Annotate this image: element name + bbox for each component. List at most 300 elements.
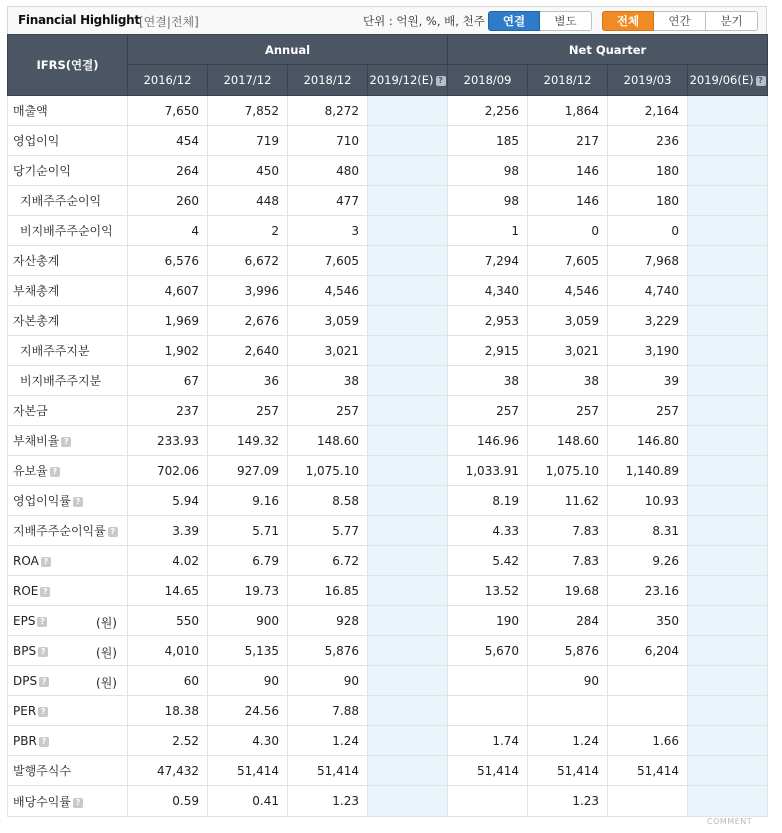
table-row	[8, 576, 768, 606]
value-cell: 1,902	[128, 336, 208, 366]
value-cell: 237	[128, 396, 208, 426]
help-icon[interactable]: ?	[38, 707, 48, 717]
value-cell: 10.93	[608, 486, 688, 516]
value-cell	[688, 156, 768, 186]
value-cell	[608, 786, 688, 817]
value-cell	[688, 216, 768, 246]
value-cell: 4,607	[128, 276, 208, 306]
value-cell: 190	[448, 606, 528, 636]
table-row	[8, 366, 768, 396]
value-cell: 5,670	[448, 636, 528, 666]
value-cell	[688, 486, 768, 516]
help-icon[interactable]: ?	[39, 677, 49, 687]
value-cell: 51,414	[208, 756, 288, 786]
value-cell: 2,953	[448, 306, 528, 336]
row-label: 자본금	[13, 404, 48, 418]
row-label: PER	[13, 703, 37, 718]
value-cell: 233.93	[128, 426, 208, 456]
value-cell	[688, 516, 768, 546]
value-cell: 5.94	[128, 486, 208, 516]
row-label: 매출액	[13, 104, 48, 118]
value-cell: 4.33	[448, 516, 528, 546]
value-cell	[368, 246, 448, 276]
value-cell: 0.59	[128, 786, 208, 817]
value-cell: 6,576	[128, 246, 208, 276]
table-row	[8, 306, 768, 336]
panel-title: Financial Highlight	[18, 13, 140, 27]
value-cell: 4,740	[608, 276, 688, 306]
value-cell	[368, 186, 448, 216]
value-cell: 1,075.10	[288, 456, 368, 486]
value-cell	[688, 576, 768, 606]
table-row	[8, 426, 768, 456]
value-cell	[688, 126, 768, 156]
row-label: PBR	[13, 733, 37, 748]
row-label: 지배주주순이익	[20, 194, 102, 208]
row-label-cell	[8, 336, 128, 366]
value-cell: 5.77	[288, 516, 368, 546]
value-cell: 2	[208, 216, 288, 246]
row-label-cell	[8, 756, 128, 786]
value-cell	[368, 756, 448, 786]
value-cell: 257	[608, 396, 688, 426]
table-row	[8, 696, 768, 726]
table-row	[8, 786, 768, 817]
value-cell: 38	[528, 366, 608, 396]
value-cell	[368, 726, 448, 756]
period-quarter-button[interactable]: 분기	[706, 11, 758, 31]
row-unit-label: (원)	[96, 676, 117, 690]
value-cell: 90	[208, 666, 288, 696]
help-icon[interactable]: ?	[37, 617, 47, 627]
value-cell: 3,021	[528, 336, 608, 366]
value-cell	[688, 336, 768, 366]
table-row	[8, 156, 768, 186]
value-cell	[368, 516, 448, 546]
value-cell: 7,650	[128, 96, 208, 126]
row-label-cell	[8, 666, 128, 696]
row-label: ROA	[13, 553, 39, 568]
value-cell: 3.39	[128, 516, 208, 546]
value-cell	[368, 576, 448, 606]
value-cell: 5,876	[288, 636, 368, 666]
value-cell: 19.73	[208, 576, 288, 606]
value-cell: 148.60	[528, 426, 608, 456]
period-label: 2019/03	[623, 73, 672, 87]
table-row	[8, 276, 768, 306]
row-label-cell	[8, 396, 128, 426]
value-cell: 8.31	[608, 516, 688, 546]
value-cell	[688, 756, 768, 786]
help-icon[interactable]: ?	[50, 467, 60, 477]
value-cell: 350	[608, 606, 688, 636]
value-cell: 23.16	[608, 576, 688, 606]
value-cell	[448, 786, 528, 817]
separate-button[interactable]: 별도	[540, 11, 592, 31]
row-label: 부채총계	[13, 284, 60, 298]
value-cell: 24.56	[208, 696, 288, 726]
value-cell: 217	[528, 126, 608, 156]
row-label: DPS	[13, 673, 38, 688]
value-cell: 98	[448, 156, 528, 186]
value-cell	[528, 696, 608, 726]
period-header	[448, 65, 528, 96]
value-cell	[368, 336, 448, 366]
unit-label: 단위 : 억원, %, 배, 천주	[363, 14, 485, 28]
value-cell: 146.80	[608, 426, 688, 456]
table-row	[8, 546, 768, 576]
value-cell: 7,968	[608, 246, 688, 276]
row-label-cell	[8, 636, 128, 666]
value-cell: 5.71	[208, 516, 288, 546]
row-label-cell	[8, 366, 128, 396]
table-row	[8, 516, 768, 546]
annual-group-header: Annual	[128, 35, 448, 65]
value-cell: 47,432	[128, 756, 208, 786]
value-cell: 51,414	[448, 756, 528, 786]
table-row	[8, 726, 768, 756]
value-cell: 149.32	[208, 426, 288, 456]
value-cell: 8.19	[448, 486, 528, 516]
period-all-button[interactable]: 전체	[602, 11, 654, 31]
value-cell: 4,340	[448, 276, 528, 306]
table-row	[8, 756, 768, 786]
row-label: 당기순이익	[13, 164, 71, 178]
corner-header: IFRS(연결)	[8, 35, 128, 96]
row-label-cell	[8, 306, 128, 336]
value-cell	[368, 456, 448, 486]
value-cell: 51,414	[608, 756, 688, 786]
period-label: 2018/12	[543, 73, 592, 87]
value-cell: 450	[208, 156, 288, 186]
value-cell	[688, 246, 768, 276]
value-cell: 3,229	[608, 306, 688, 336]
value-cell: 4,546	[288, 276, 368, 306]
value-cell	[368, 636, 448, 666]
period-label: 2018/09	[463, 73, 512, 87]
row-label-cell	[8, 426, 128, 456]
help-icon[interactable]: ?	[436, 76, 446, 86]
value-cell: 4.02	[128, 546, 208, 576]
consolidation-toggle	[488, 11, 592, 31]
value-cell: 2,640	[208, 336, 288, 366]
row-label-cell	[8, 576, 128, 606]
value-cell	[368, 666, 448, 696]
value-cell	[688, 546, 768, 576]
row-unit-label: (원)	[96, 616, 117, 630]
row-label-cell	[8, 726, 128, 756]
value-cell	[448, 666, 528, 696]
title-bar	[7, 6, 767, 34]
value-cell: 7.88	[288, 696, 368, 726]
panel-subtitle: [연결|전체]	[139, 15, 199, 29]
value-cell: 454	[128, 126, 208, 156]
value-cell	[368, 276, 448, 306]
value-cell: 7,605	[528, 246, 608, 276]
value-cell: 719	[208, 126, 288, 156]
help-icon[interactable]: ?	[40, 587, 50, 597]
row-label: 지배주주순이익률	[13, 524, 106, 538]
value-cell: 8,272	[288, 96, 368, 126]
quarter-group-header: Net Quarter	[448, 35, 768, 65]
row-label: EPS	[13, 613, 36, 628]
value-cell	[688, 366, 768, 396]
value-cell: 51,414	[288, 756, 368, 786]
value-cell: 3,059	[528, 306, 608, 336]
value-cell: 180	[608, 186, 688, 216]
value-cell: 257	[528, 396, 608, 426]
value-cell: 4,010	[128, 636, 208, 666]
help-icon[interactable]: ?	[73, 497, 83, 507]
table-row	[8, 336, 768, 366]
value-cell: 0.41	[208, 786, 288, 817]
value-cell	[688, 426, 768, 456]
value-cell: 19.68	[528, 576, 608, 606]
table-row	[8, 396, 768, 426]
table-row	[8, 96, 768, 126]
period-header	[688, 65, 768, 96]
value-cell: 38	[448, 366, 528, 396]
value-cell: 550	[128, 606, 208, 636]
table-row	[8, 126, 768, 156]
value-cell: 1.24	[288, 726, 368, 756]
value-cell: 1.66	[608, 726, 688, 756]
value-cell: 1.23	[528, 786, 608, 817]
value-cell: 4.30	[208, 726, 288, 756]
value-cell	[368, 126, 448, 156]
value-cell: 0	[608, 216, 688, 246]
value-cell: 477	[288, 186, 368, 216]
row-label-cell	[8, 186, 128, 216]
value-cell: 67	[128, 366, 208, 396]
help-icon[interactable]: ?	[73, 798, 83, 808]
row-label: 자본총계	[13, 314, 60, 328]
value-cell: 3,021	[288, 336, 368, 366]
value-cell: 2.52	[128, 726, 208, 756]
financial-table	[7, 34, 768, 817]
value-cell	[688, 456, 768, 486]
comment-footer: COMMENT	[707, 817, 753, 826]
help-icon[interactable]: ?	[38, 647, 48, 657]
row-label: 지배주주지분	[20, 344, 90, 358]
value-cell	[608, 696, 688, 726]
value-cell: 98	[448, 186, 528, 216]
row-label-cell	[8, 516, 128, 546]
value-cell	[368, 156, 448, 186]
value-cell: 180	[608, 156, 688, 186]
value-cell	[688, 396, 768, 426]
value-cell: 284	[528, 606, 608, 636]
value-cell: 3,190	[608, 336, 688, 366]
value-cell: 185	[448, 126, 528, 156]
value-cell	[368, 696, 448, 726]
value-cell: 1	[448, 216, 528, 246]
value-cell: 702.06	[128, 456, 208, 486]
value-cell: 1.23	[288, 786, 368, 817]
row-label-cell	[8, 276, 128, 306]
value-cell: 51,414	[528, 756, 608, 786]
row-label: 영업이익률	[13, 494, 71, 508]
value-cell: 90	[288, 666, 368, 696]
value-cell: 928	[288, 606, 368, 636]
value-cell: 146.96	[448, 426, 528, 456]
value-cell: 1.74	[448, 726, 528, 756]
value-cell: 146	[528, 186, 608, 216]
value-cell	[688, 276, 768, 306]
value-cell: 16.85	[288, 576, 368, 606]
value-cell: 6,672	[208, 246, 288, 276]
row-label-cell	[8, 96, 128, 126]
value-cell: 480	[288, 156, 368, 186]
value-cell	[368, 426, 448, 456]
row-label: ROE	[13, 583, 39, 598]
value-cell: 257	[208, 396, 288, 426]
value-cell	[368, 486, 448, 516]
row-label: 발행주식수	[13, 764, 71, 778]
row-label: 비지배주주지분	[20, 374, 102, 388]
value-cell: 5,135	[208, 636, 288, 666]
value-cell	[368, 366, 448, 396]
row-label-cell	[8, 126, 128, 156]
value-cell	[368, 546, 448, 576]
value-cell	[368, 606, 448, 636]
value-cell: 60	[128, 666, 208, 696]
value-cell	[688, 636, 768, 666]
period-annual-button[interactable]: 연간	[654, 11, 706, 31]
value-cell: 4,546	[528, 276, 608, 306]
table-row	[8, 486, 768, 516]
help-icon[interactable]: ?	[61, 437, 71, 447]
table-row	[8, 216, 768, 246]
value-cell	[368, 786, 448, 817]
value-cell: 257	[288, 396, 368, 426]
financial-highlight-panel	[7, 6, 767, 817]
value-cell: 7.83	[528, 546, 608, 576]
value-cell: 1.24	[528, 726, 608, 756]
value-cell: 6,204	[608, 636, 688, 666]
value-cell: 146	[528, 156, 608, 186]
value-cell: 2,676	[208, 306, 288, 336]
value-cell: 7,852	[208, 96, 288, 126]
row-label: 배당수익률	[13, 794, 71, 809]
value-cell: 3,059	[288, 306, 368, 336]
value-cell: 1,969	[128, 306, 208, 336]
value-cell	[688, 786, 768, 817]
row-label-cell	[8, 786, 128, 817]
value-cell: 148.60	[288, 426, 368, 456]
help-icon[interactable]: ?	[108, 527, 118, 537]
period-label: 2019/06(E)	[689, 73, 754, 87]
value-cell: 257	[448, 396, 528, 426]
value-cell: 7,294	[448, 246, 528, 276]
period-label: 2016/12	[143, 73, 192, 87]
value-cell: 1,864	[528, 96, 608, 126]
value-cell: 7.83	[528, 516, 608, 546]
value-cell: 6.79	[208, 546, 288, 576]
value-cell	[688, 96, 768, 126]
value-cell: 5,876	[528, 636, 608, 666]
table-row	[8, 186, 768, 216]
value-cell: 8.58	[288, 486, 368, 516]
value-cell: 9.26	[608, 546, 688, 576]
period-label: 2019/12(E)	[369, 73, 434, 87]
value-cell: 7,605	[288, 246, 368, 276]
row-label-cell	[8, 696, 128, 726]
value-cell	[688, 186, 768, 216]
value-cell: 927.09	[208, 456, 288, 486]
value-cell: 2,915	[448, 336, 528, 366]
value-cell	[688, 306, 768, 336]
value-cell: 36	[208, 366, 288, 396]
value-cell	[688, 666, 768, 696]
value-cell: 90	[528, 666, 608, 696]
value-cell: 18.38	[128, 696, 208, 726]
value-cell	[688, 696, 768, 726]
row-label-cell	[8, 456, 128, 486]
row-label-cell	[8, 546, 128, 576]
row-unit-label: (원)	[96, 646, 117, 660]
value-cell: 38	[288, 366, 368, 396]
period-header	[528, 65, 608, 96]
value-cell	[608, 666, 688, 696]
value-cell: 900	[208, 606, 288, 636]
row-label-cell	[8, 156, 128, 186]
period-header	[368, 65, 448, 96]
table-row	[8, 636, 768, 666]
help-icon[interactable]: ?	[39, 737, 49, 747]
row-label: 자산총계	[13, 254, 60, 268]
value-cell	[368, 216, 448, 246]
row-label-cell	[8, 606, 128, 636]
row-label: 부채비율	[13, 434, 60, 448]
period-toggle	[602, 11, 758, 31]
period-header	[288, 65, 368, 96]
value-cell	[688, 726, 768, 756]
row-label-cell	[8, 486, 128, 516]
value-cell: 264	[128, 156, 208, 186]
help-icon[interactable]: ?	[41, 557, 51, 567]
value-cell: 260	[128, 186, 208, 216]
row-label: BPS	[13, 643, 37, 658]
row-label: 영업이익	[13, 134, 60, 148]
value-cell: 5.42	[448, 546, 528, 576]
value-cell: 3	[288, 216, 368, 246]
row-label-cell	[8, 246, 128, 276]
period-header	[608, 65, 688, 96]
consolidated-button[interactable]: 연결	[488, 11, 540, 31]
value-cell: 13.52	[448, 576, 528, 606]
value-cell: 0	[528, 216, 608, 246]
table-row	[8, 666, 768, 696]
period-label: 2017/12	[223, 73, 272, 87]
value-cell: 11.62	[528, 486, 608, 516]
row-label: 비지배주주순이익	[20, 224, 113, 238]
value-cell: 4	[128, 216, 208, 246]
value-cell	[688, 606, 768, 636]
row-label-cell	[8, 216, 128, 246]
value-cell: 39	[608, 366, 688, 396]
period-header	[208, 65, 288, 96]
value-cell	[368, 306, 448, 336]
value-cell: 1,075.10	[528, 456, 608, 486]
table-row	[8, 606, 768, 636]
help-icon[interactable]: ?	[756, 76, 766, 86]
row-label: 유보율	[13, 464, 48, 478]
value-cell: 14.65	[128, 576, 208, 606]
value-cell	[448, 696, 528, 726]
value-cell: 2,256	[448, 96, 528, 126]
table-row	[8, 246, 768, 276]
